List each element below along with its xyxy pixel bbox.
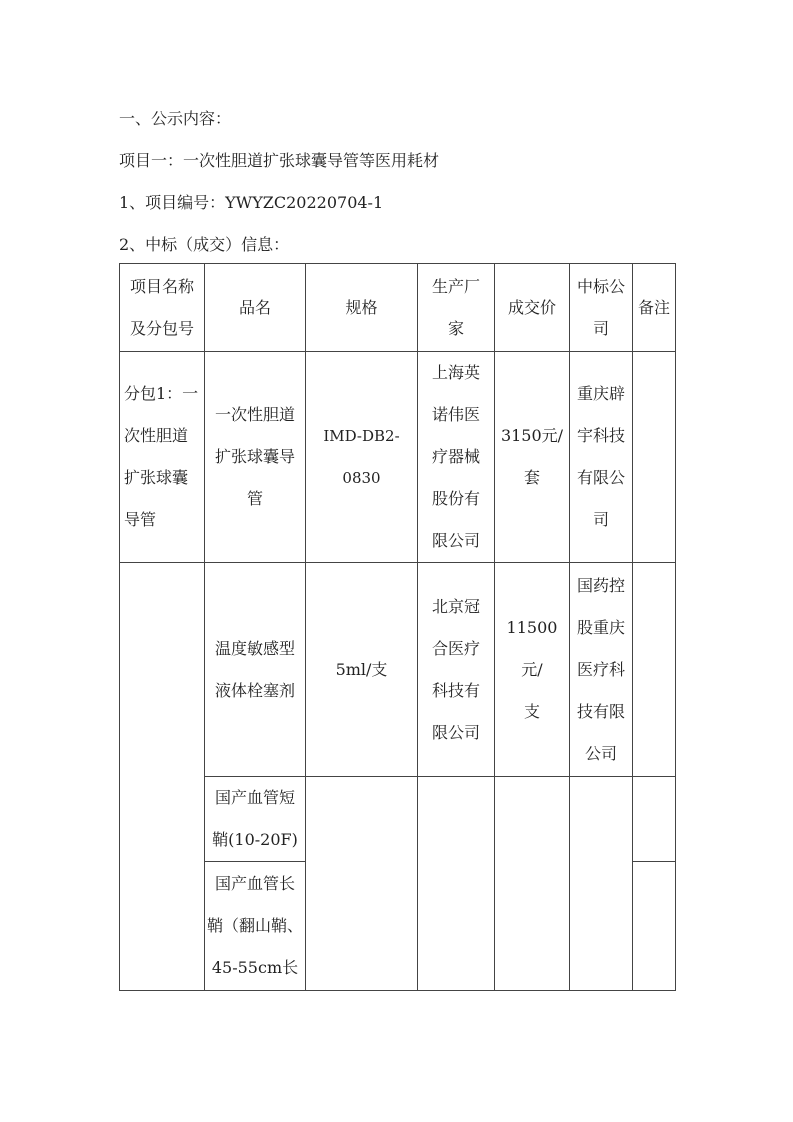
row1-package: 分包1：一 次性胆道 扩张球囊 导管 — [119, 351, 205, 563]
row2-price: 11500元/ 支 — [494, 562, 570, 777]
row3-winner — [569, 776, 633, 991]
header-price: 成交价 — [494, 263, 570, 352]
row2-note — [632, 562, 676, 777]
header-spec: 规格 — [305, 263, 418, 352]
row2-maker: 北京冠 合医疗 科技有 限公司 — [417, 562, 495, 777]
row2-spec: 5ml/支 — [305, 562, 418, 777]
project-number: 1、项目编号：YWYZC20220704-1 — [119, 193, 384, 212]
row4-product: 国产血管长 鞘（翻山鞘、 45-55cm长 — [204, 861, 306, 991]
section-heading: 一、公示内容： — [119, 109, 232, 128]
row1-product: 一次性胆道 扩张球囊导 管 — [204, 351, 306, 563]
row3-spec — [305, 776, 418, 991]
row1-spec: IMD-DB2-0830 — [305, 351, 418, 563]
project-title: 项目一：一次性胆道扩张球囊导管等医用耗材 — [119, 151, 440, 170]
award-info-heading: 2、中标（成交）信息： — [119, 235, 290, 254]
row3-product: 国产血管短 鞘(10-20F) — [204, 776, 306, 862]
row1-maker: 上海英 诺伟医 疗器械 股份有 限公司 — [417, 351, 495, 563]
row3-maker — [417, 776, 495, 991]
header-maker: 生产厂 家 — [417, 263, 495, 352]
row1-price: 3150元/ 套 — [494, 351, 570, 563]
row1-winner: 重庆辟 宇科技 有限公 司 — [569, 351, 633, 563]
row3-note — [632, 776, 676, 862]
row4-note — [632, 861, 676, 991]
header-package: 项目名称 及分包号 — [119, 263, 205, 352]
row1-note — [632, 351, 676, 563]
row3-price — [494, 776, 570, 991]
row2-winner: 国药控 股重庆 医疗科 技有限 公司 — [569, 562, 633, 777]
header-product: 品名 — [204, 263, 306, 352]
row2-package — [119, 562, 205, 991]
header-note: 备注 — [632, 263, 676, 352]
header-winner: 中标公 司 — [569, 263, 633, 352]
row2-product: 温度敏感型 液体栓塞剂 — [204, 562, 306, 777]
